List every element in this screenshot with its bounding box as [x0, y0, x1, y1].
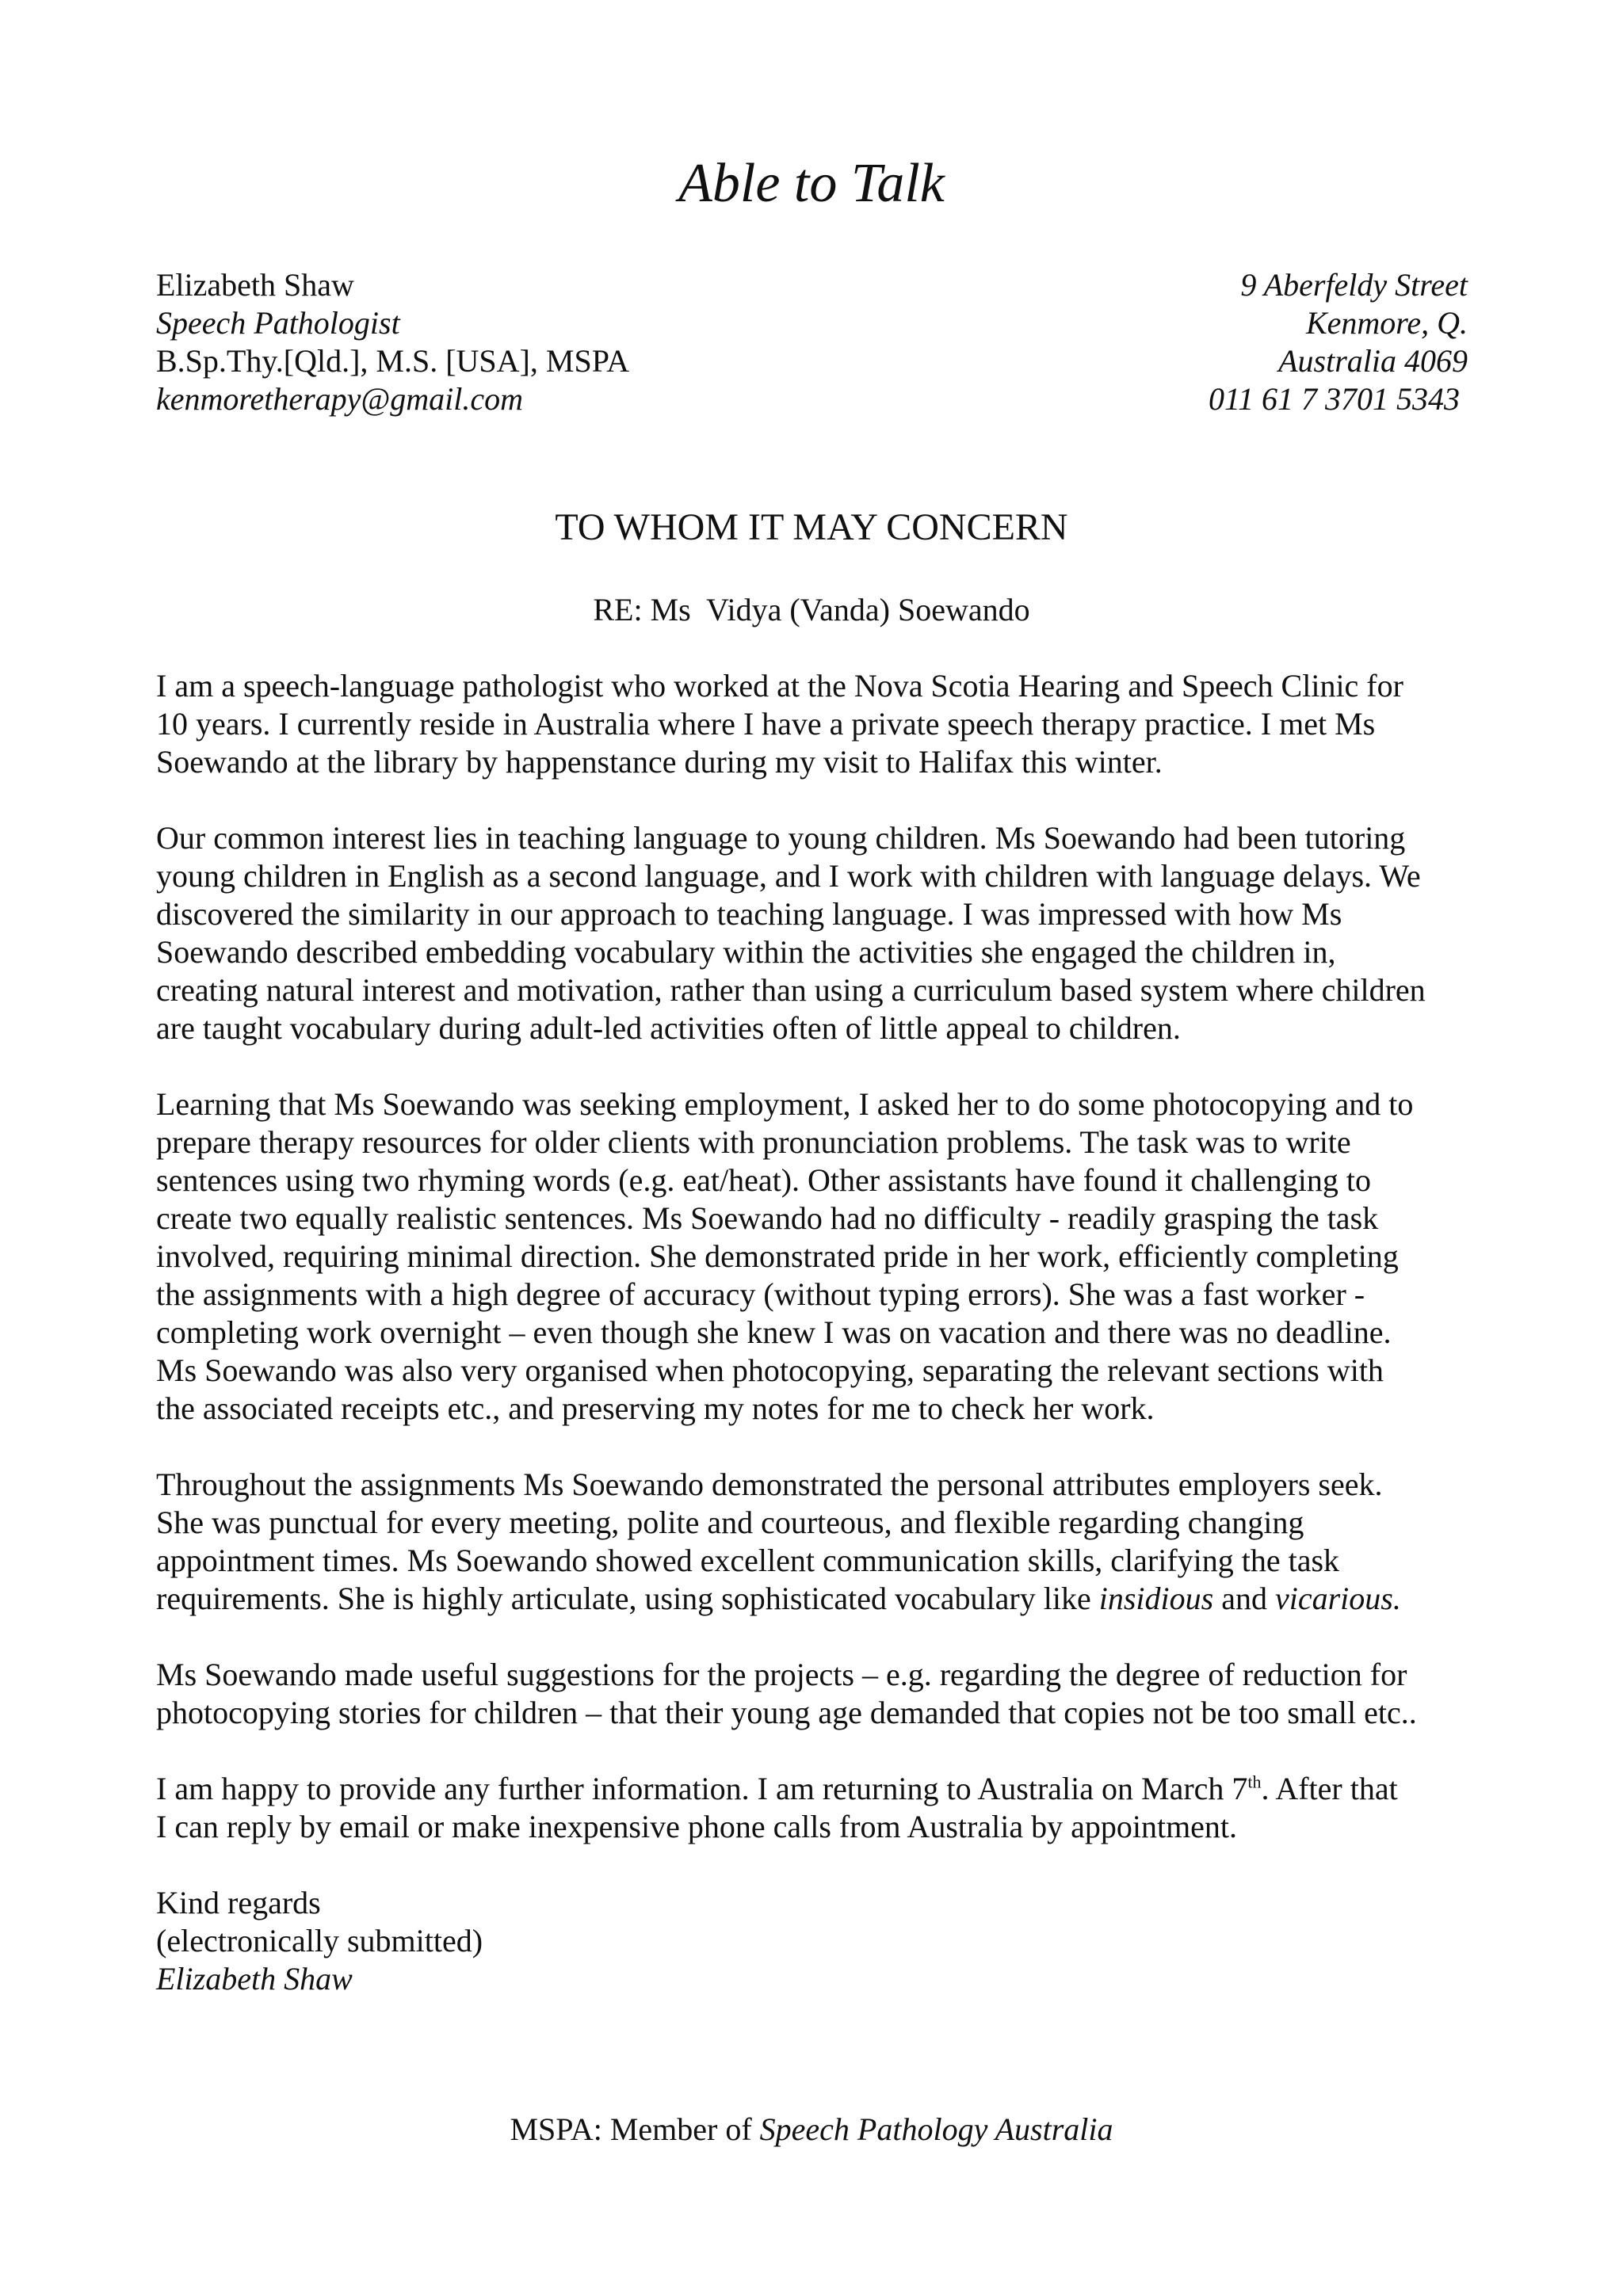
address-country-post: Australia 4069: [1278, 343, 1468, 379]
paragraph-line: Ms Soewando made useful suggestions for the projects – e.g. regarding the degree of reduction for: [156, 1657, 1407, 1692]
paragraph-1: [156, 667, 1487, 781]
paragraph-line: create two equally realistic sentences. Ms Soewando had no difficulty - readily grasping the task: [156, 1200, 1379, 1236]
paragraph-line: sentences using two rhyming words (e.g. eat/heat). Other assistants have found it challenging to: [156, 1162, 1371, 1198]
closing-note: (electronically submitted): [156, 1923, 483, 1958]
paragraph-line: I am a speech-language pathologist who worked at the Nova Scotia Hearing and Speech Clinic for: [156, 668, 1403, 704]
closing-block: [156, 1884, 483, 1998]
footer-prefix: MSPA: Member of: [510, 2111, 760, 2147]
text-segment: . After that: [1261, 1771, 1398, 1806]
address-suburb: Kenmore, Q.: [1305, 305, 1468, 341]
paragraph-4: [156, 1466, 1487, 1618]
closing-salutation: Kind regards: [156, 1885, 321, 1920]
paragraph-line: I can reply by email or make inexpensive phone calls from Australia by appointment.: [156, 1809, 1238, 1844]
text-segment: requirements. She is highly articulate, using sophisticated vocabulary like: [156, 1581, 1099, 1616]
paragraph-2: [156, 819, 1487, 1047]
paragraph-line: She was punctual for every meeting, polite and courteous, and flexible regarding changing: [156, 1505, 1304, 1540]
paragraph-line: Ms Soewando was also very organised when photocopying, separating the relevant sections with: [156, 1352, 1384, 1388]
paragraph-line: prepare therapy resources for older clients with pronunciation problems. The task was to write: [156, 1124, 1351, 1160]
paragraph-line: Soewando described embedding vocabulary within the activities she engaged the children in,: [156, 934, 1336, 970]
sender-email: kenmoretherapy@gmail.com: [156, 381, 523, 417]
paragraph-line: [156, 1580, 1487, 1618]
paragraph-line: are taught vocabulary during adult-led activities often of little appeal to children.: [156, 1010, 1181, 1046]
sender-name: Elizabeth Shaw: [156, 267, 354, 303]
letterhead-title: Able to Talk: [678, 153, 945, 214]
letter-heading: TO WHOM IT MAY CONCERN: [555, 506, 1068, 548]
paragraph-line: Our common interest lies in teaching language to young children. Ms Soewando had been tutoring: [156, 820, 1406, 856]
paragraph-line: Learning that Ms Soewando was seeking employment, I asked her to do some photocopying and to: [156, 1086, 1414, 1122]
paragraph-line: Throughout the assignments Ms Soewando demonstrated the personal attributes employers seek.: [156, 1466, 1383, 1502]
paragraph-line: [156, 1770, 1487, 1808]
address-phone: 011 61 7 3701 5343: [1208, 381, 1460, 417]
paragraph-3: [156, 1085, 1487, 1428]
paragraph-5: [156, 1656, 1487, 1732]
footer-note: [0, 2111, 1623, 2149]
address-block: [1209, 266, 1468, 418]
paragraph-line: the assignments with a high degree of accuracy (without typing errors). She was a fast worker -: [156, 1276, 1365, 1312]
paragraph-line: 10 years. I currently reside in Australia where I have a private speech therapy practice. I met Ms: [156, 706, 1376, 742]
italic-word-vicarious: vicarious.: [1274, 1581, 1401, 1616]
re-line: RE: Ms Vidya (Vanda) Soewando: [593, 592, 1030, 627]
paragraph-line: appointment times. Ms Soewando showed excellent communication skills, clarifying the task: [156, 1543, 1340, 1578]
text-segment: and: [1213, 1581, 1275, 1616]
sender-role: Speech Pathologist: [156, 305, 400, 341]
paragraph-line: creating natural interest and motivation, rather than using a curriculum based system where children: [156, 972, 1426, 1008]
paragraph-line: young children in English as a second language, and I work with children with language delays. We: [156, 858, 1421, 894]
paragraph-line: the associated receipts etc., and preserving my notes for me to check her work.: [156, 1390, 1155, 1426]
paragraph-line: discovered the similarity in our approach to teaching language. I was impressed with how Ms: [156, 896, 1342, 932]
sender-qualifications: B.Sp.Thy.[Qld.], M.S. [USA], MSPA: [156, 343, 630, 379]
paragraph-6: [156, 1770, 1487, 1846]
paragraph-line: photocopying stories for children – that their young age demanded that copies not be too small etc..: [156, 1695, 1417, 1730]
paragraph-line: involved, requiring minimal direction. She demonstrated pride in her work, efficiently completing: [156, 1238, 1399, 1274]
italic-word-insidious: insidious: [1098, 1581, 1214, 1616]
paragraph-line: completing work overnight – even though she knew I was on vacation and there was no deadline.: [156, 1314, 1392, 1350]
closing-signature: Elizabeth Shaw: [156, 1961, 353, 1997]
text-segment: I am happy to provide any further information. I am returning to Australia on March 7: [156, 1771, 1248, 1806]
paragraph-line: Soewando at the library by happenstance during my visit to Halifax this winter.: [156, 744, 1163, 780]
superscript-ordinal: th: [1247, 1772, 1262, 1792]
address-street: 9 Aberfeldy Street: [1240, 267, 1468, 303]
footer-organisation: Speech Pathology Australia: [759, 2111, 1113, 2147]
sender-block: [156, 266, 629, 418]
